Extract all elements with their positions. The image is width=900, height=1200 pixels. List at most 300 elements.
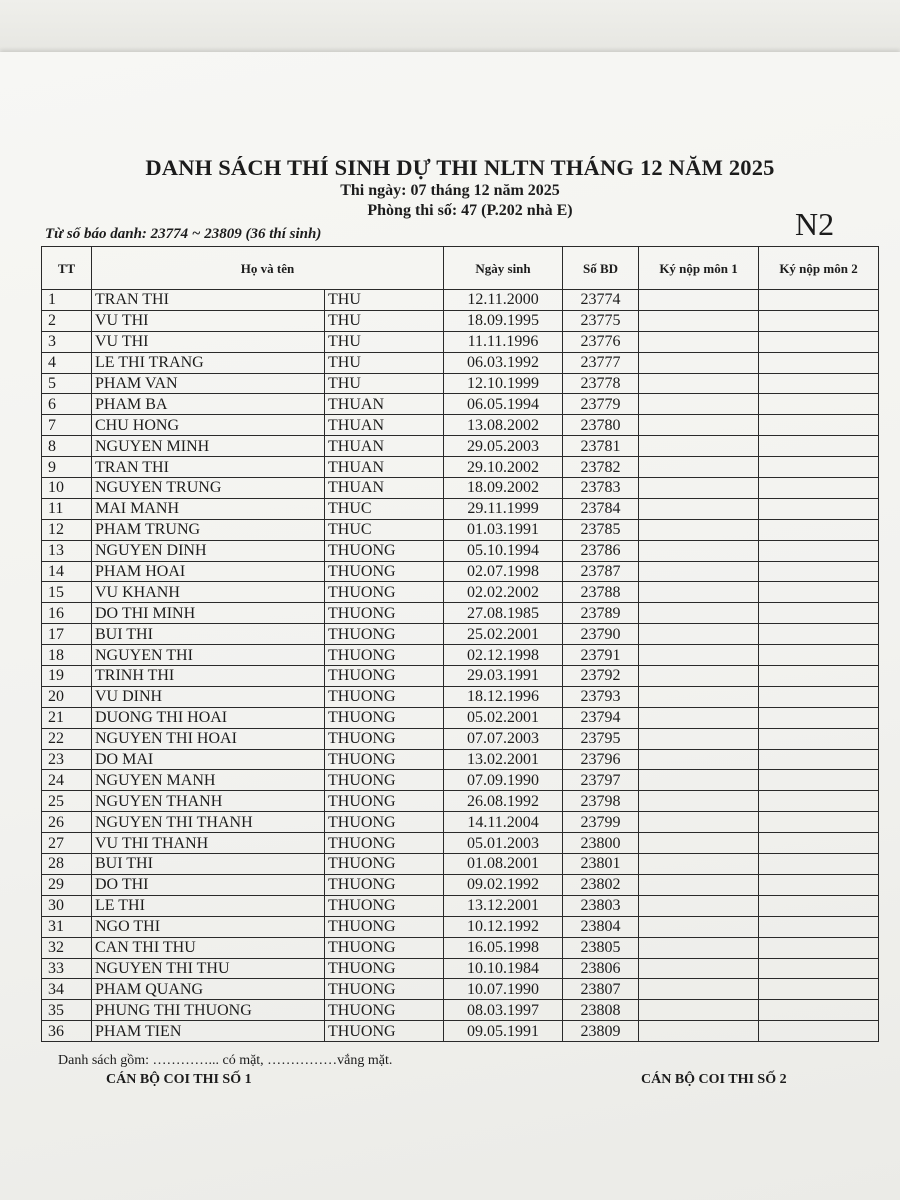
first-name: THUONG xyxy=(325,791,444,812)
signature-cell-1 xyxy=(639,436,759,457)
first-name: THUAN xyxy=(325,415,444,436)
first-name: THUONG xyxy=(325,603,444,624)
last-middle-name: NGUYEN MINH xyxy=(92,436,325,457)
date-of-birth: 18.12.1996 xyxy=(444,686,563,707)
candidate-number: 23799 xyxy=(563,812,639,833)
date-of-birth: 02.07.1998 xyxy=(444,561,563,582)
first-name: THUONG xyxy=(325,1000,444,1021)
last-middle-name: PHAM QUANG xyxy=(92,979,325,1000)
last-middle-name: NGUYEN THI THU xyxy=(92,958,325,979)
signature-cell-2 xyxy=(759,624,879,645)
table-row xyxy=(42,979,879,1000)
signature-cell-2 xyxy=(759,603,879,624)
signature-cell-1 xyxy=(639,1000,759,1021)
last-middle-name: PHUNG THI THUONG xyxy=(92,1000,325,1021)
table-row xyxy=(42,770,879,791)
signature-cell-2 xyxy=(759,791,879,812)
signature-cell-1 xyxy=(639,331,759,352)
table-row xyxy=(42,624,879,645)
signature-cell-2 xyxy=(759,561,879,582)
header-sign2: Ký nộp môn 2 xyxy=(759,247,879,290)
candidate-number: 23788 xyxy=(563,582,639,603)
row-number: 8 xyxy=(42,436,92,457)
first-name: THUONG xyxy=(325,1021,444,1042)
first-name: THUONG xyxy=(325,958,444,979)
candidate-number: 23783 xyxy=(563,478,639,499)
exam-room: Phòng thi số: 47 (P.202 nhà E) xyxy=(367,202,573,219)
signature-cell-1 xyxy=(639,958,759,979)
row-number: 2 xyxy=(42,310,92,331)
signature-cell-2 xyxy=(759,895,879,916)
last-middle-name: VU THI THANH xyxy=(92,833,325,854)
signature-cell-1 xyxy=(639,937,759,958)
date-of-birth: 29.10.2002 xyxy=(444,457,563,478)
first-name: THUONG xyxy=(325,749,444,770)
last-middle-name: VU THI xyxy=(92,331,325,352)
signature-cell-1 xyxy=(639,833,759,854)
signature-cell-1 xyxy=(639,749,759,770)
last-middle-name: NGO THI xyxy=(92,916,325,937)
date-of-birth: 10.12.1992 xyxy=(444,916,563,937)
candidate-number: 23782 xyxy=(563,457,639,478)
table-row xyxy=(42,540,879,561)
table-row xyxy=(42,916,879,937)
signature-cell-1 xyxy=(639,624,759,645)
candidate-number: 23778 xyxy=(563,373,639,394)
candidate-number: 23804 xyxy=(563,916,639,937)
date-of-birth: 12.10.1999 xyxy=(444,373,563,394)
last-middle-name: DO MAI xyxy=(92,749,325,770)
candidate-number: 23805 xyxy=(563,937,639,958)
first-name: THUONG xyxy=(325,645,444,666)
signature-cell-1 xyxy=(639,812,759,833)
signature-cell-1 xyxy=(639,895,759,916)
row-number: 3 xyxy=(42,331,92,352)
first-name: THUAN xyxy=(325,394,444,415)
signature-cell-1 xyxy=(639,728,759,749)
table-header-row xyxy=(42,247,879,290)
table-row xyxy=(42,645,879,666)
signature-cell-2 xyxy=(759,1000,879,1021)
row-number: 33 xyxy=(42,958,92,979)
date-of-birth: 29.03.1991 xyxy=(444,666,563,687)
date-of-birth: 18.09.2002 xyxy=(444,478,563,499)
signature-cell-1 xyxy=(639,770,759,791)
signature-cell-2 xyxy=(759,770,879,791)
date-of-birth: 13.12.2001 xyxy=(444,895,563,916)
signature-cell-1 xyxy=(639,457,759,478)
candidate-number: 23780 xyxy=(563,415,639,436)
proctor-1-label: CÁN BỘ COI THI SỐ 1 xyxy=(106,1072,252,1087)
row-number: 34 xyxy=(42,979,92,1000)
candidate-number: 23779 xyxy=(563,394,639,415)
row-number: 26 xyxy=(42,812,92,833)
date-of-birth: 25.02.2001 xyxy=(444,624,563,645)
last-middle-name: MAI MANH xyxy=(92,498,325,519)
row-number: 30 xyxy=(42,895,92,916)
last-middle-name: BUI THI xyxy=(92,624,325,645)
row-number: 4 xyxy=(42,352,92,373)
row-number: 11 xyxy=(42,498,92,519)
header-name: Họ và tên xyxy=(92,247,444,290)
signature-cell-2 xyxy=(759,812,879,833)
background-sheet xyxy=(0,0,900,58)
last-middle-name: TRAN THI xyxy=(92,457,325,478)
date-of-birth: 29.11.1999 xyxy=(444,498,563,519)
table-row xyxy=(42,728,879,749)
signature-cell-1 xyxy=(639,498,759,519)
table-row xyxy=(42,958,879,979)
row-number: 7 xyxy=(42,415,92,436)
date-of-birth: 06.03.1992 xyxy=(444,352,563,373)
first-name: THUONG xyxy=(325,707,444,728)
last-middle-name: DO THI xyxy=(92,874,325,895)
candidate-number: 23776 xyxy=(563,331,639,352)
last-middle-name: BUI THI xyxy=(92,854,325,875)
row-number: 10 xyxy=(42,478,92,499)
row-number: 15 xyxy=(42,582,92,603)
row-number: 23 xyxy=(42,749,92,770)
last-middle-name: VU KHANH xyxy=(92,582,325,603)
row-number: 12 xyxy=(42,519,92,540)
table-row xyxy=(42,331,879,352)
row-number: 36 xyxy=(42,1021,92,1042)
date-of-birth: 08.03.1997 xyxy=(444,1000,563,1021)
signature-cell-2 xyxy=(759,958,879,979)
signature-cell-1 xyxy=(639,582,759,603)
first-name: THU xyxy=(325,290,444,311)
room-code: N2 xyxy=(795,206,835,242)
first-name: THUONG xyxy=(325,666,444,687)
signature-cell-2 xyxy=(759,352,879,373)
first-name: THUC xyxy=(325,519,444,540)
table-row xyxy=(42,937,879,958)
signature-cell-2 xyxy=(759,916,879,937)
row-number: 29 xyxy=(42,874,92,895)
table-row xyxy=(42,707,879,728)
candidate-number: 23809 xyxy=(563,1021,639,1042)
attendance-count-line: Danh sách gồm: …………... có mặt, ……………vắng mặt. xyxy=(58,1053,393,1068)
date-of-birth: 05.01.2003 xyxy=(444,833,563,854)
row-number: 25 xyxy=(42,791,92,812)
signature-cell-1 xyxy=(639,352,759,373)
signature-cell-2 xyxy=(759,979,879,1000)
signature-cell-2 xyxy=(759,666,879,687)
table-row xyxy=(42,603,879,624)
first-name: THU xyxy=(325,310,444,331)
row-number: 1 xyxy=(42,290,92,311)
last-middle-name: NGUYEN THI xyxy=(92,645,325,666)
row-number: 16 xyxy=(42,603,92,624)
row-number: 13 xyxy=(42,540,92,561)
signature-cell-2 xyxy=(759,478,879,499)
row-number: 31 xyxy=(42,916,92,937)
signature-cell-1 xyxy=(639,290,759,311)
signature-cell-1 xyxy=(639,394,759,415)
last-middle-name: DUONG THI HOAI xyxy=(92,707,325,728)
signature-cell-2 xyxy=(759,728,879,749)
signature-cell-1 xyxy=(639,666,759,687)
signature-cell-1 xyxy=(639,478,759,499)
first-name: THUAN xyxy=(325,457,444,478)
first-name: THUONG xyxy=(325,624,444,645)
table-row xyxy=(42,561,879,582)
candidate-number: 23781 xyxy=(563,436,639,457)
table-row xyxy=(42,686,879,707)
signature-cell-1 xyxy=(639,310,759,331)
candidate-number: 23803 xyxy=(563,895,639,916)
last-middle-name: CHU HONG xyxy=(92,415,325,436)
signature-cell-1 xyxy=(639,603,759,624)
candidate-number: 23786 xyxy=(563,540,639,561)
date-of-birth: 02.02.2002 xyxy=(444,582,563,603)
table-row xyxy=(42,519,879,540)
signature-cell-1 xyxy=(639,645,759,666)
signature-cell-2 xyxy=(759,707,879,728)
last-middle-name: TRINH THI xyxy=(92,666,325,687)
date-of-birth: 13.02.2001 xyxy=(444,749,563,770)
table-row xyxy=(42,749,879,770)
candidate-table xyxy=(41,246,879,1042)
signature-cell-1 xyxy=(639,1021,759,1042)
last-middle-name: NGUYEN THI HOAI xyxy=(92,728,325,749)
date-of-birth: 07.07.2003 xyxy=(444,728,563,749)
table-row xyxy=(42,498,879,519)
candidate-number: 23790 xyxy=(563,624,639,645)
signature-cell-2 xyxy=(759,937,879,958)
date-of-birth: 29.05.2003 xyxy=(444,436,563,457)
last-middle-name: PHAM TRUNG xyxy=(92,519,325,540)
table-body xyxy=(42,290,879,1042)
header-sign1: Ký nộp môn 1 xyxy=(639,247,759,290)
date-of-birth: 26.08.1992 xyxy=(444,791,563,812)
signature-cell-2 xyxy=(759,373,879,394)
first-name: THU xyxy=(325,331,444,352)
table-row xyxy=(42,582,879,603)
first-name: THUONG xyxy=(325,561,444,582)
candidate-number: 23807 xyxy=(563,979,639,1000)
signature-cell-2 xyxy=(759,331,879,352)
date-of-birth: 14.11.2004 xyxy=(444,812,563,833)
last-middle-name: VU THI xyxy=(92,310,325,331)
row-number: 14 xyxy=(42,561,92,582)
first-name: THUONG xyxy=(325,686,444,707)
date-of-birth: 27.08.1985 xyxy=(444,603,563,624)
signature-cell-1 xyxy=(639,540,759,561)
table-row xyxy=(42,1000,879,1021)
date-of-birth: 16.05.1998 xyxy=(444,937,563,958)
candidate-number: 23789 xyxy=(563,603,639,624)
date-of-birth: 02.12.1998 xyxy=(444,645,563,666)
signature-cell-2 xyxy=(759,290,879,311)
candidate-number: 23801 xyxy=(563,854,639,875)
signature-cell-2 xyxy=(759,540,879,561)
signature-cell-2 xyxy=(759,686,879,707)
candidate-number: 23795 xyxy=(563,728,639,749)
candidate-number: 23794 xyxy=(563,707,639,728)
table-row xyxy=(42,415,879,436)
last-middle-name: NGUYEN TRUNG xyxy=(92,478,325,499)
row-number: 19 xyxy=(42,666,92,687)
table-row xyxy=(42,812,879,833)
first-name: THUONG xyxy=(325,770,444,791)
first-name: THUONG xyxy=(325,812,444,833)
candidate-range: Từ số báo danh: 23774 ~ 23809 (36 thí sinh) xyxy=(45,226,322,242)
date-of-birth: 01.08.2001 xyxy=(444,854,563,875)
table-row xyxy=(42,394,879,415)
table-row xyxy=(42,457,879,478)
candidate-number: 23777 xyxy=(563,352,639,373)
candidate-number: 23785 xyxy=(563,519,639,540)
signature-cell-2 xyxy=(759,415,879,436)
date-of-birth: 05.02.2001 xyxy=(444,707,563,728)
first-name: THU xyxy=(325,373,444,394)
exam-date: Thi ngày: 07 tháng 12 năm 2025 xyxy=(340,182,560,199)
last-middle-name: NGUYEN MANH xyxy=(92,770,325,791)
candidate-number: 23792 xyxy=(563,666,639,687)
last-middle-name: DO THI MINH xyxy=(92,603,325,624)
last-middle-name: NGUYEN THI THANH xyxy=(92,812,325,833)
signature-cell-2 xyxy=(759,582,879,603)
candidate-number: 23775 xyxy=(563,310,639,331)
table-row xyxy=(42,854,879,875)
row-number: 28 xyxy=(42,854,92,875)
candidate-number: 23797 xyxy=(563,770,639,791)
row-number: 27 xyxy=(42,833,92,854)
last-middle-name: LE THI TRANG xyxy=(92,352,325,373)
row-number: 35 xyxy=(42,1000,92,1021)
first-name: THUC xyxy=(325,498,444,519)
header-dob: Ngày sinh xyxy=(444,247,563,290)
candidate-number: 23796 xyxy=(563,749,639,770)
signature-cell-1 xyxy=(639,854,759,875)
last-middle-name: PHAM BA xyxy=(92,394,325,415)
last-middle-name: CAN THI THU xyxy=(92,937,325,958)
last-middle-name: TRAN THI xyxy=(92,290,325,311)
date-of-birth: 11.11.1996 xyxy=(444,331,563,352)
table-row xyxy=(42,791,879,812)
table-row xyxy=(42,352,879,373)
signature-cell-1 xyxy=(639,561,759,582)
header-tt: TT xyxy=(42,247,92,290)
date-of-birth: 10.10.1984 xyxy=(444,958,563,979)
signature-cell-1 xyxy=(639,415,759,436)
first-name: THUAN xyxy=(325,436,444,457)
table-row xyxy=(42,833,879,854)
signature-cell-1 xyxy=(639,519,759,540)
signature-cell-1 xyxy=(639,791,759,812)
first-name: THUONG xyxy=(325,937,444,958)
signature-cell-1 xyxy=(639,979,759,1000)
first-name: THU xyxy=(325,352,444,373)
candidate-number: 23787 xyxy=(563,561,639,582)
row-number: 22 xyxy=(42,728,92,749)
date-of-birth: 09.05.1991 xyxy=(444,1021,563,1042)
row-number: 32 xyxy=(42,937,92,958)
signature-cell-2 xyxy=(759,1021,879,1042)
first-name: THUONG xyxy=(325,874,444,895)
date-of-birth: 07.09.1990 xyxy=(444,770,563,791)
signature-cell-2 xyxy=(759,519,879,540)
last-middle-name: PHAM TIEN xyxy=(92,1021,325,1042)
last-middle-name: LE THI xyxy=(92,895,325,916)
first-name: THUONG xyxy=(325,728,444,749)
candidate-number: 23793 xyxy=(563,686,639,707)
date-of-birth: 06.05.1994 xyxy=(444,394,563,415)
table-row xyxy=(42,1021,879,1042)
table-row xyxy=(42,290,879,311)
last-middle-name: NGUYEN THANH xyxy=(92,791,325,812)
candidate-number: 23806 xyxy=(563,958,639,979)
signature-cell-2 xyxy=(759,310,879,331)
table-row xyxy=(42,310,879,331)
first-name: THUONG xyxy=(325,916,444,937)
signature-cell-1 xyxy=(639,707,759,728)
table-row xyxy=(42,478,879,499)
signature-cell-1 xyxy=(639,373,759,394)
first-name: THUONG xyxy=(325,833,444,854)
date-of-birth: 01.03.1991 xyxy=(444,519,563,540)
first-name: THUONG xyxy=(325,854,444,875)
last-middle-name: VU DINH xyxy=(92,686,325,707)
signature-cell-2 xyxy=(759,833,879,854)
signature-cell-1 xyxy=(639,874,759,895)
signature-cell-2 xyxy=(759,645,879,666)
first-name: THUONG xyxy=(325,540,444,561)
signature-cell-2 xyxy=(759,457,879,478)
table-row xyxy=(42,874,879,895)
candidate-number: 23798 xyxy=(563,791,639,812)
document-title: DANH SÁCH THÍ SINH DỰ THI NLTN THÁNG 12 NĂM 2025 xyxy=(145,155,775,180)
first-name: THUONG xyxy=(325,895,444,916)
first-name: THUONG xyxy=(325,582,444,603)
row-number: 17 xyxy=(42,624,92,645)
last-middle-name: PHAM VAN xyxy=(92,373,325,394)
row-number: 5 xyxy=(42,373,92,394)
candidate-number: 23774 xyxy=(563,290,639,311)
table-row xyxy=(42,666,879,687)
header-sbd: Số BD xyxy=(563,247,639,290)
row-number: 21 xyxy=(42,707,92,728)
signature-cell-2 xyxy=(759,874,879,895)
signature-cell-2 xyxy=(759,854,879,875)
date-of-birth: 12.11.2000 xyxy=(444,290,563,311)
proctor-2-label: CÁN BỘ COI THI SỐ 2 xyxy=(641,1072,787,1087)
date-of-birth: 05.10.1994 xyxy=(444,540,563,561)
signature-cell-2 xyxy=(759,394,879,415)
signature-cell-2 xyxy=(759,498,879,519)
candidate-number: 23808 xyxy=(563,1000,639,1021)
row-number: 6 xyxy=(42,394,92,415)
row-number: 18 xyxy=(42,645,92,666)
date-of-birth: 18.09.1995 xyxy=(444,310,563,331)
signature-cell-2 xyxy=(759,436,879,457)
last-middle-name: NGUYEN DINH xyxy=(92,540,325,561)
candidate-number: 23802 xyxy=(563,874,639,895)
candidate-number: 23784 xyxy=(563,498,639,519)
table-row xyxy=(42,373,879,394)
table-row xyxy=(42,436,879,457)
row-number: 20 xyxy=(42,686,92,707)
table-row xyxy=(42,895,879,916)
first-name: THUONG xyxy=(325,979,444,1000)
candidate-number: 23791 xyxy=(563,645,639,666)
first-name: THUAN xyxy=(325,478,444,499)
row-number: 24 xyxy=(42,770,92,791)
last-middle-name: PHAM HOAI xyxy=(92,561,325,582)
candidate-number: 23800 xyxy=(563,833,639,854)
signature-cell-1 xyxy=(639,916,759,937)
